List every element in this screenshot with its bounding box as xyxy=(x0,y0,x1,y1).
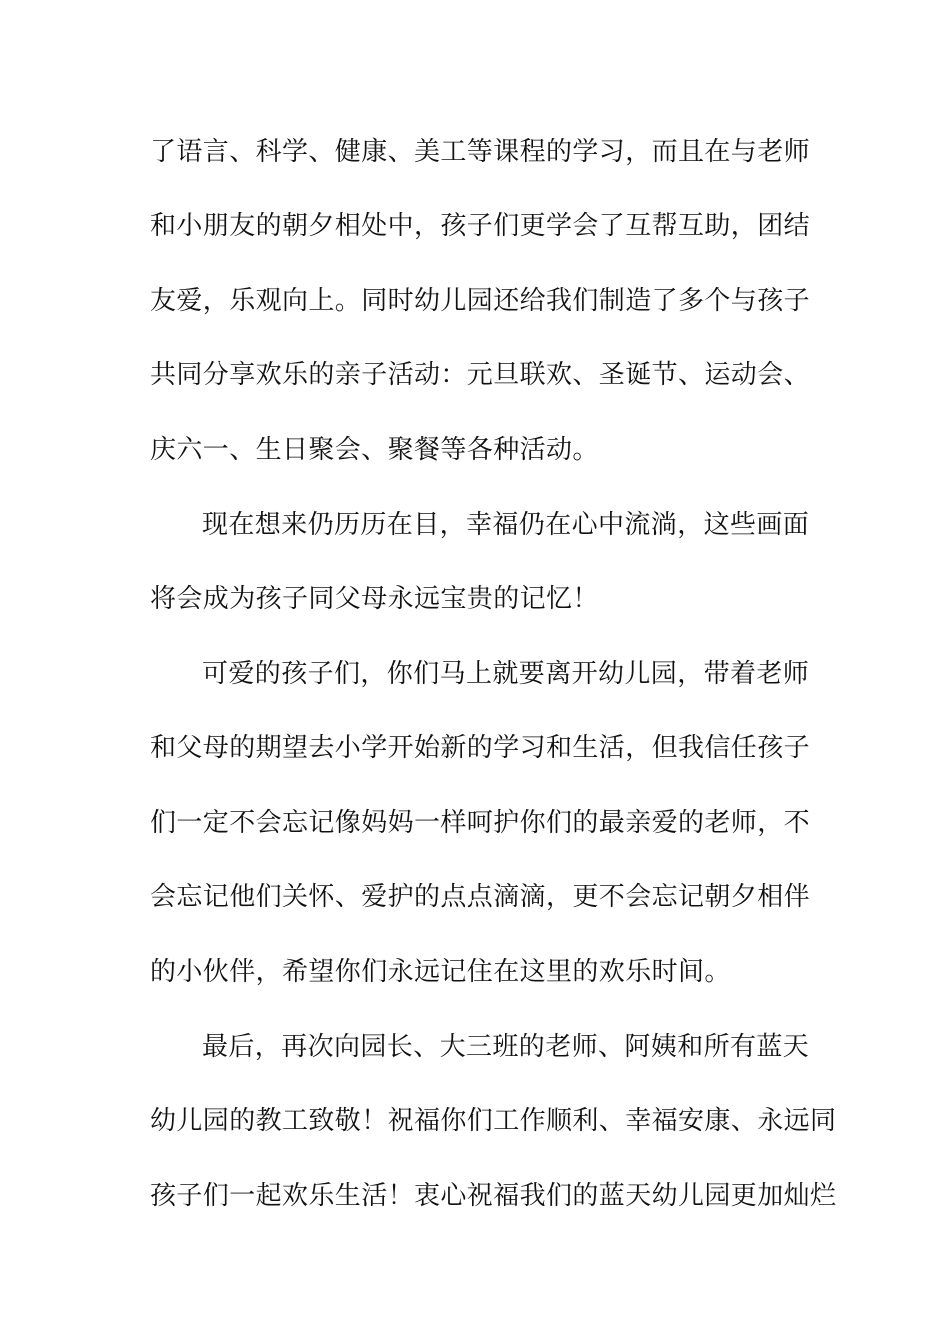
paragraph-line: 可爱的孩子们，你们马上就要离开幼儿园，带着老师 xyxy=(202,659,810,689)
paragraph-line: 和小朋友的朝夕相处中，孩子们更学会了互帮互助，团结 xyxy=(150,211,811,241)
paragraph-line: 共同分享欢乐的亲子活动：元旦联欢、圣诞节、运动会、 xyxy=(150,360,811,390)
paragraph-line: 会忘记他们关怀、爱护的点点滴滴，更不会忘记朝夕相伴 xyxy=(150,882,811,912)
paragraph-line: 最后，再次向园长、大三班的老师、阿姨和所有蓝天 xyxy=(202,1032,810,1062)
paragraph-line: 了语言、科学、健康、美工等课程的学习，而且在与老师 xyxy=(150,137,811,167)
paragraph-line: 的小伙伴，希望你们永远记住在这里的欢乐时间。 xyxy=(150,957,731,987)
paragraph-line: 现在想来仍历历在目，幸福仍在心中流淌，这些画面 xyxy=(202,510,810,540)
paragraph-line: 们一定不会忘记像妈妈一样呵护你们的最亲爱的老师，不 xyxy=(150,808,811,838)
paragraph-line: 友爱，乐观向上。同时幼儿园还给我们制造了多个与孩子 xyxy=(150,286,811,316)
paragraph-line: 庆六一、生日聚会、聚餐等各种活动。 xyxy=(150,435,599,465)
paragraph-line: 和父母的期望去小学开始新的学习和生活，但我信任孩子 xyxy=(150,733,811,763)
paragraph-line: 孩子们一起欢乐生活！衷心祝福我们的蓝天幼儿园更加灿烂 xyxy=(150,1181,837,1211)
paragraph-line: 幼儿园的教工致敬！祝福你们工作顺利、幸福安康、永远同 xyxy=(150,1106,837,1136)
paragraph-line: 将会成为孩子同父母永远宝贵的记忆！ xyxy=(150,584,599,614)
